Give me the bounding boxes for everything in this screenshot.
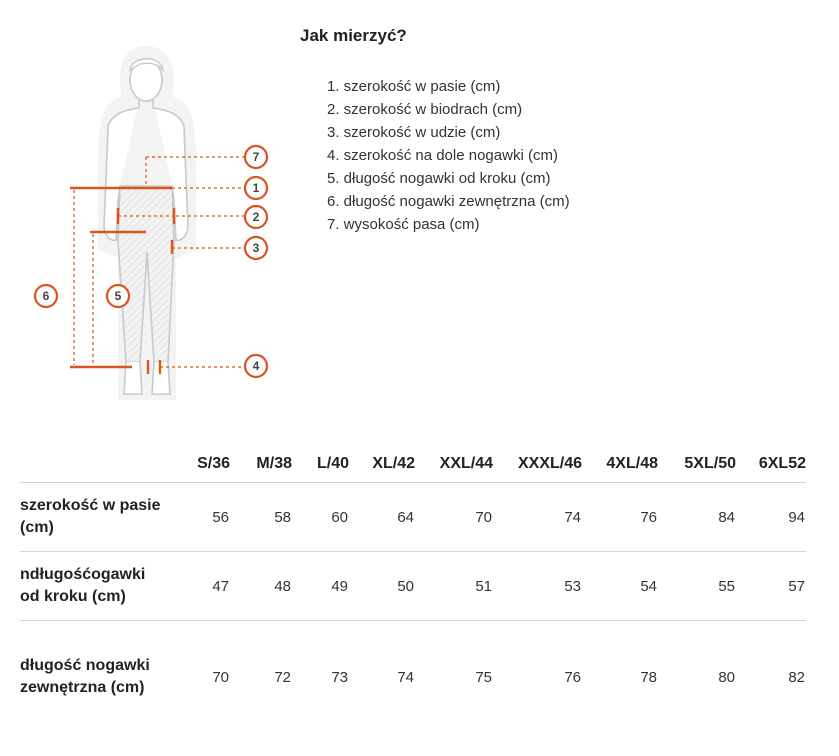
size-header: M/38 xyxy=(230,452,292,483)
marker-3 xyxy=(245,237,267,259)
svg-text:5: 5 xyxy=(114,289,122,303)
instruction-item: 4. szerokość na dole nogawki (cm) xyxy=(327,147,558,164)
size-header: XXL/44 xyxy=(415,452,493,483)
table-cell: 80 xyxy=(718,668,735,686)
svg-text:7: 7 xyxy=(252,150,260,164)
table-cell: 49 xyxy=(292,552,349,621)
table-cell: 72 xyxy=(274,668,291,686)
marker-5 xyxy=(107,285,129,307)
size-header: XL/42 xyxy=(349,452,415,483)
instruction-item: 2. szerokość w biodrach (cm) xyxy=(327,101,523,118)
corner-cell xyxy=(20,452,166,483)
table-cell: 73 xyxy=(331,668,348,686)
table-cell: 76 xyxy=(582,483,658,552)
size-chart-table xyxy=(20,452,806,733)
instruction-list xyxy=(300,75,570,236)
svg-text:2: 2 xyxy=(252,210,260,224)
row-label: długość nogawki zewnętrzna (cm) xyxy=(20,657,150,696)
marker-2 xyxy=(245,206,267,228)
table-row xyxy=(20,552,806,621)
svg-text:1: 1 xyxy=(252,181,260,195)
instruction-item: 6. długość nogawki zewnętrzna (cm) xyxy=(327,193,570,210)
marker-6 xyxy=(35,285,57,307)
table-cell: 82 xyxy=(788,668,805,686)
table-cell: 64 xyxy=(349,483,415,552)
table-cell: 47 xyxy=(166,552,230,621)
row-label: szerokość w pasie (cm) xyxy=(20,483,166,552)
marker-4 xyxy=(245,355,267,377)
size-header: S/36 xyxy=(166,452,230,483)
table-cell: 94 xyxy=(736,483,806,552)
size-header: 5XL/50 xyxy=(658,452,736,483)
size-header-row xyxy=(20,452,806,483)
svg-text:4: 4 xyxy=(252,359,260,373)
size-header: 6XL52 xyxy=(736,452,806,483)
how-to-measure-title: Jak mierzyć? xyxy=(300,26,407,45)
table-cell: 50 xyxy=(349,552,415,621)
svg-text:3: 3 xyxy=(252,241,260,255)
table-cell: 53 xyxy=(493,552,582,621)
svg-text:6: 6 xyxy=(42,289,50,303)
table-cell: 76 xyxy=(564,668,581,686)
how-to-measure xyxy=(300,26,570,236)
table-cell: 51 xyxy=(415,552,493,621)
table-cell: 74 xyxy=(493,483,582,552)
table-cell: 78 xyxy=(640,668,657,686)
size-header: XXXL/46 xyxy=(493,452,582,483)
body-outline-diagram xyxy=(0,0,300,420)
table-cell: 84 xyxy=(658,483,736,552)
marker-7 xyxy=(245,146,267,168)
table-cell: 55 xyxy=(658,552,736,621)
table-cell: 70 xyxy=(212,668,229,686)
size-header: L/40 xyxy=(292,452,349,483)
table-cell: 54 xyxy=(582,552,658,621)
table-cell: 56 xyxy=(166,483,230,552)
instruction-item: 7. wysokość pasa (cm) xyxy=(327,216,480,233)
table-cell: 48 xyxy=(230,552,292,621)
table-cell: 58 xyxy=(230,483,292,552)
table-cell: 60 xyxy=(292,483,349,552)
table-row xyxy=(20,621,806,734)
table-cell: 57 xyxy=(736,552,806,621)
table-cell: 70 xyxy=(415,483,493,552)
table-row xyxy=(20,483,806,552)
instruction-item: 5. długość nogawki od kroku (cm) xyxy=(327,170,551,187)
instruction-item: 1. szerokość w pasie (cm) xyxy=(327,78,501,95)
marker-1 xyxy=(245,177,267,199)
measurement-figure xyxy=(0,0,300,420)
row-label: ndługośćogawki od kroku (cm) xyxy=(20,552,166,621)
size-header: 4XL/48 xyxy=(582,452,658,483)
instruction-item: 3. szerokość w udzie (cm) xyxy=(327,124,501,141)
table-cell: 75 xyxy=(475,668,492,686)
table-cell: 74 xyxy=(397,668,414,686)
